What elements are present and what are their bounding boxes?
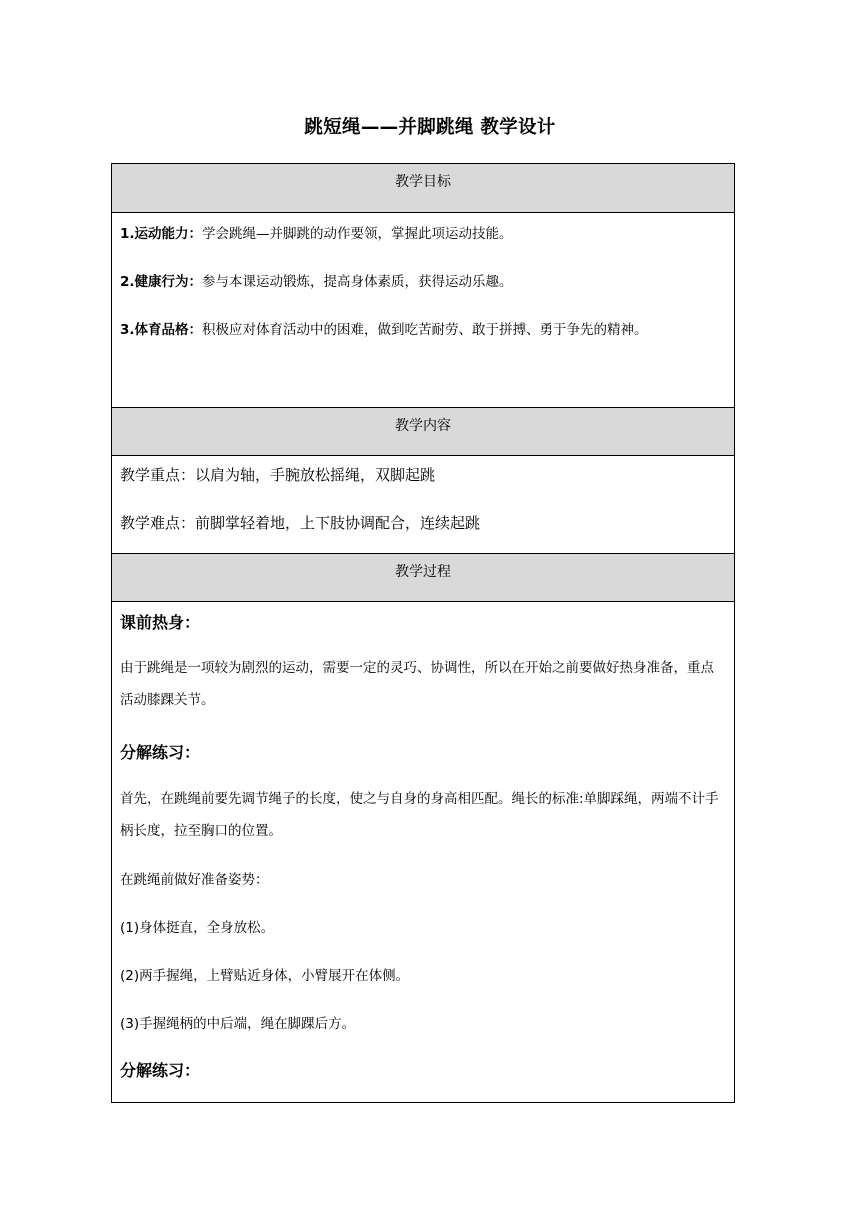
process-header: 教学过程 bbox=[112, 553, 734, 602]
step-item: (2)两手握绳，上臂贴近身体，小臂展开在体侧。 bbox=[120, 968, 410, 984]
step-item: (3)手握绳柄的中后端，绳在脚踝后方。 bbox=[120, 1016, 356, 1032]
objective-item: 3.体育品格：积极应对体育活动中的困难，做到吃苦耐劳、敢于拼搏、勇于争先的精神。 bbox=[120, 322, 648, 338]
breakdown-heading-2: 分解练习： bbox=[120, 1061, 201, 1080]
objectives-header: 教学目标 bbox=[112, 164, 734, 213]
breakdown-heading: 分解练习： bbox=[120, 743, 201, 762]
step-item: (1)身体挺直，全身放松。 bbox=[120, 920, 275, 936]
objective-item: 1.运动能力：学会跳绳—并脚跳的动作要领，掌握此项运动技能。 bbox=[120, 226, 513, 242]
warmup-heading: 课前热身： bbox=[120, 613, 201, 632]
prep-paragraph: 在跳绳前做好准备姿势： bbox=[120, 872, 269, 888]
difficulty-point: 教学难点：前脚掌轻着地，上下肢协调配合，连续起跳 bbox=[120, 514, 481, 532]
key-point: 教学重点：以肩为轴，手腕放松摇绳，双脚起跳 bbox=[120, 466, 436, 484]
lesson-plan-table bbox=[111, 163, 735, 1103]
warmup-paragraph: 由于跳绳是一项较为剧烈的运动，需要一定的灵巧、协调性，所以在开始之前要做好热身准备，重点活动膝踝关节。 bbox=[120, 660, 714, 708]
content-header: 教学内容 bbox=[112, 407, 734, 456]
objective-item: 2.健康行为：参与本课运动锻炼，提高身体素质，获得运动乐趣。 bbox=[120, 274, 513, 290]
document-title: 跳短绳——并脚跳绳 教学设计 bbox=[304, 117, 556, 138]
breakdown-paragraph: 首先，在跳绳前要先调节绳子的长度，使之与自身的身高相匹配。绳长的标准:单脚踩绳，两端不计手柄长度，拉至胸口的位置。 bbox=[120, 791, 719, 839]
